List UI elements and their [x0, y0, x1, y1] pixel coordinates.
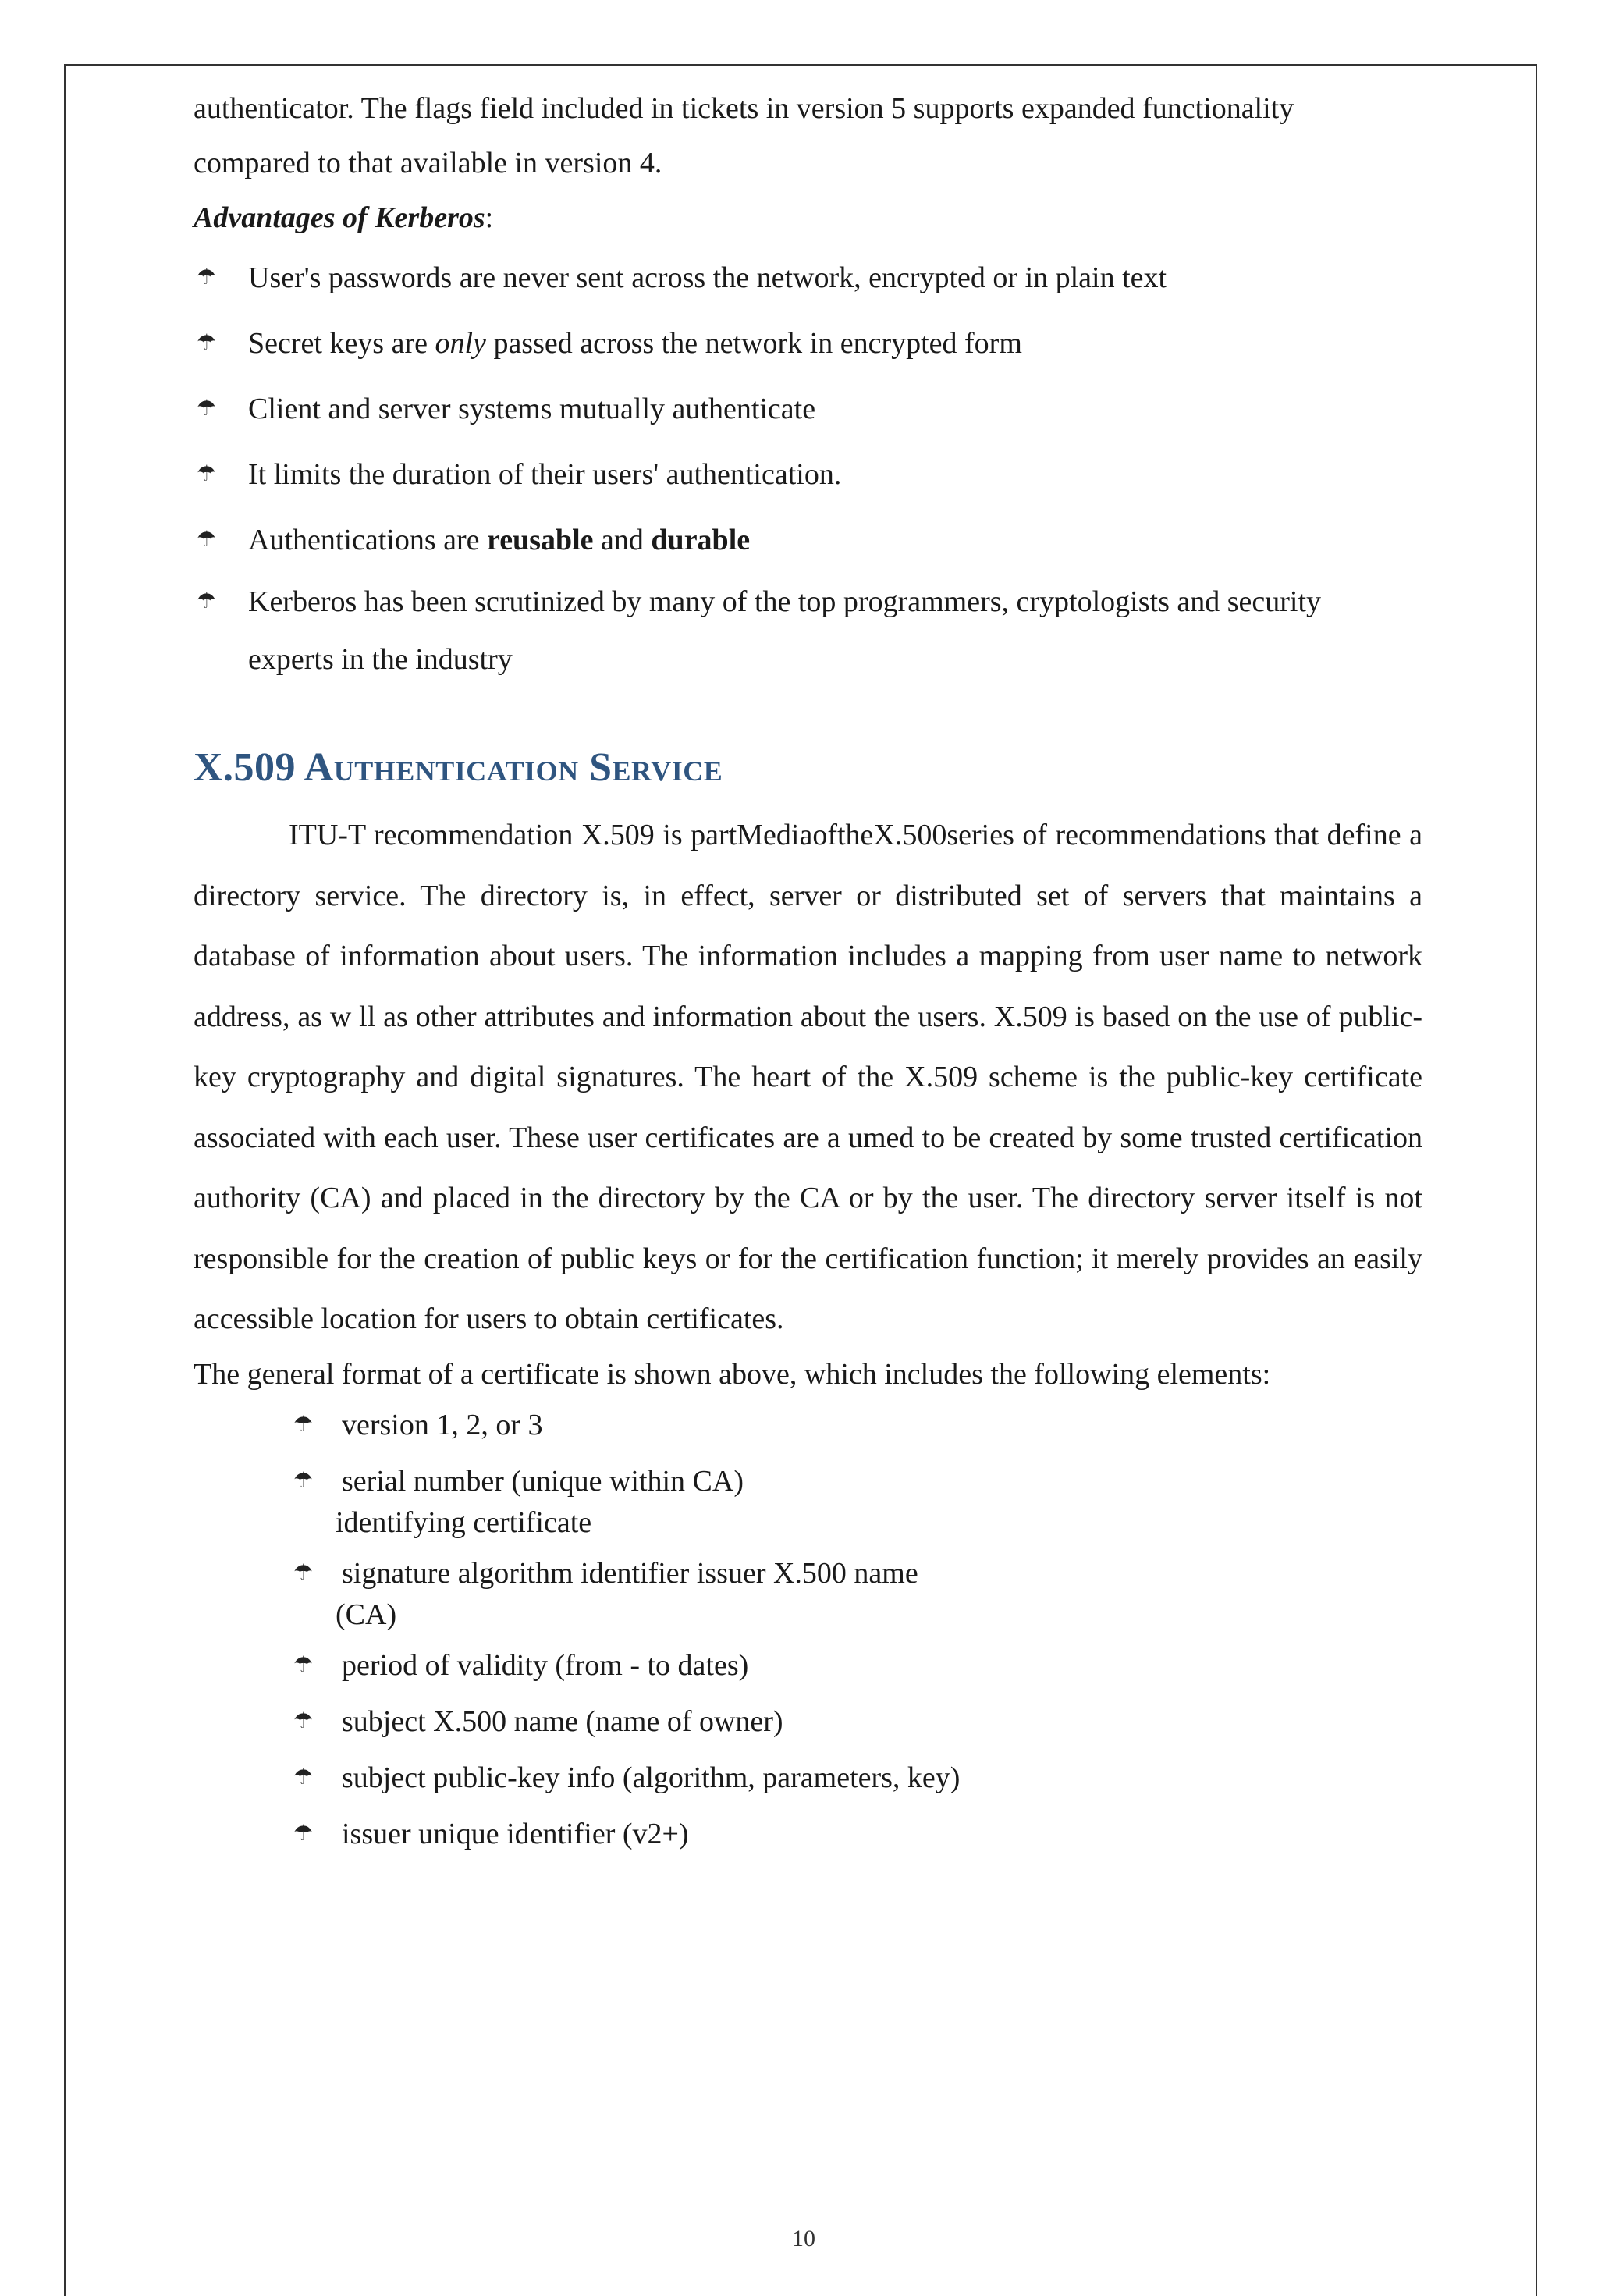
list-item: ☂ period of validity (from - to dates) [293, 1637, 1422, 1694]
umbrella-icon: ☂ [293, 1765, 314, 1790]
umbrella-icon: ☂ [293, 1468, 314, 1493]
section-paragraph: ITU-T recommendation X.509 is partMediaoftheX.500series of recommendations that define a directory service. The directory is, in effect, server or distributed set of servers that maintains a database of information about users. The information includes a mapping from user name to network address, as w ll as other attributes and information about the users. X.509 is based on the use of public-key cryptography and digital signatures. The heart of the X.509 scheme is the public-key certificate associated with each user. These user certificates are a umed to be created by some trusted certification authority (CA) and placed in the directory by the CA or by the user. The directory server itself is not responsible for the creation of public keys or for the certification function; it merely provides an easily accessible location for users to obtain certificates. [194, 819, 1422, 1335]
list-item: ☂ Kerberos has been scrutinized by many of the top programmers, cryptologists and security experts in the industry [194, 573, 1341, 688]
intro-line-1: authenticator. The flags field included in tickets in version 5 supports expanded functionality [194, 92, 1294, 125]
umbrella-icon: ☂ [293, 1708, 314, 1733]
umbrella-icon: ☂ [293, 1821, 314, 1846]
section-title: X.509 Authentication Service [194, 745, 723, 790]
list-item: ☂ version 1, 2, or 3 [293, 1397, 1422, 1453]
certificate-elements-list [194, 1397, 1422, 1862]
list-item: ☂ signature algorithm identifier issuer X.500 name (CA) [293, 1545, 1422, 1637]
format-intro: The general format of a certificate is shown above, which includes the following elements: [194, 1357, 1271, 1391]
document-body [194, 81, 1422, 1862]
umbrella-icon: ☂ [293, 1652, 314, 1677]
intro-line-2: compared to that available in version 4. [194, 147, 662, 179]
umbrella-icon: ☂ [197, 528, 217, 552]
umbrella-icon: ☂ [293, 1412, 314, 1437]
umbrella-icon: ☂ [197, 589, 217, 613]
advantages-heading-text: Advantages of Kerberos [194, 201, 485, 234]
umbrella-icon: ☂ [197, 331, 217, 355]
umbrella-icon: ☂ [197, 462, 217, 486]
list-item: ☂ Authentications are reusable and durable [194, 507, 1422, 573]
list-item: ☂ subject X.500 name (name of owner) [293, 1694, 1422, 1750]
umbrella-icon: ☂ [293, 1560, 314, 1585]
list-item: ☂ Secret keys are only passed across the network in encrypted form [194, 311, 1422, 376]
umbrella-icon: ☂ [197, 265, 217, 290]
list-item: ☂ issuer unique identifier (v2+) [293, 1806, 1422, 1862]
list-item: ☂ User's passwords are never sent across the network, encrypted or in plain text [194, 245, 1422, 311]
advantages-list [194, 245, 1422, 688]
advantages-heading: Advantages of Kerberos: [194, 201, 494, 234]
list-item: ☂ serial number (unique within CA) identifying certificate [293, 1453, 1422, 1545]
umbrella-icon: ☂ [197, 396, 217, 421]
list-item: ☂ Client and server systems mutually authenticate [194, 376, 1422, 442]
list-item: ☂ It limits the duration of their users' authentication. [194, 442, 1422, 507]
list-item: ☂ subject public-key info (algorithm, parameters, key) [293, 1750, 1422, 1806]
page-number: 10 [792, 2226, 815, 2252]
